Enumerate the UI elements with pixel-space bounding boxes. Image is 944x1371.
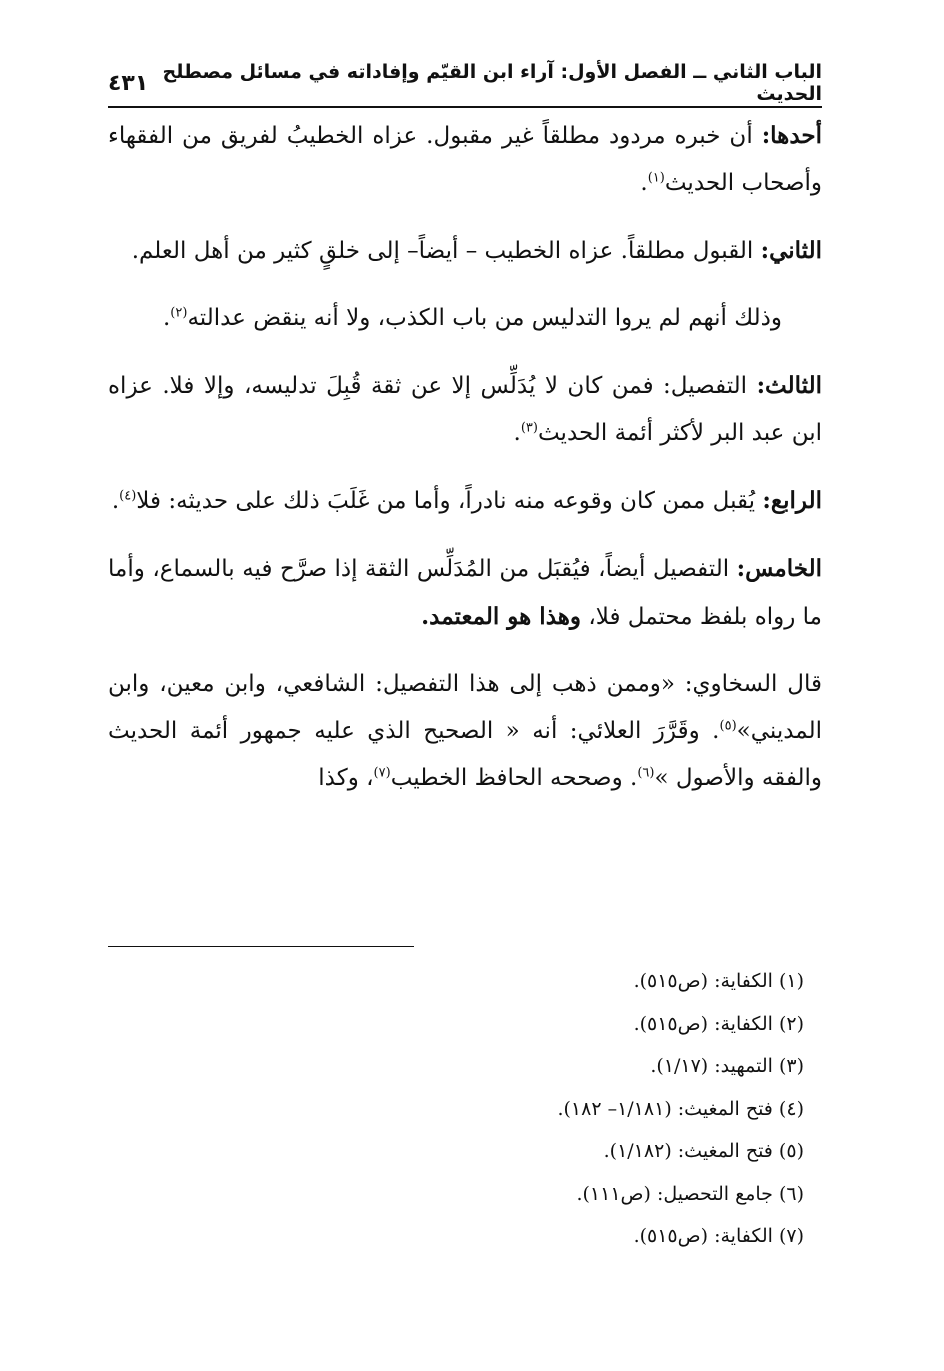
running-title: الباب الثاني ــ الفصل الأول: آراء ابن القيّم وإفاداته في مسائل مصطلح الحديث: [162, 61, 822, 105]
footnote-ref: (٤): [119, 488, 137, 504]
opinion-label: أحدها:: [761, 122, 822, 149]
main-text: [108, 112, 822, 820]
footnote-item: (٦) جامع التحصيل: (ص١١١).: [576, 1182, 804, 1205]
paragraph-text: التفصيل أيضاً، فيُقبَل من المُدَلِّس الثقة إذا صرَّح فيه بالسماع، وأما ما رواه بلفظ محتمل فلا،: [108, 556, 822, 630]
opinion-label: الرابع:: [762, 487, 822, 514]
paragraph-sakhawi-quote: [108, 661, 822, 802]
quote-part-3: . وصححه الحافظ الخطيب: [390, 765, 638, 791]
opinion-label: الثالث:: [756, 372, 822, 399]
footnote-ref: (٥): [719, 718, 737, 734]
footnotes: [108, 960, 822, 1258]
header-rule: [108, 106, 822, 108]
footnote-item: (٧) الكفاية: (ص٥١٥).: [633, 1225, 804, 1247]
quote-part-2: . وقَرَّرَ العلائي: أنه « الصحيح الذي عليه جمهور أئمة الحديث والفقه والأصول »: [108, 718, 822, 791]
footnote-ref: (٣): [520, 420, 538, 436]
footnote-item: (٤) فتح المغيث: (١/١٨١– ١٨٢).: [557, 1097, 804, 1120]
paragraph-text: القبول مطلقاً. عزاه الخطيب – أيضاً– إلى خلقٍ كثير من أهل العلم.: [131, 238, 761, 264]
footnote-item: (٥) فتح المغيث: (١/١٨٢).: [603, 1140, 804, 1162]
footnote-item: (٣) التمهيد: (١/١٧).: [650, 1055, 804, 1077]
footnote-ref: (١): [647, 170, 665, 186]
footnote-separator: [108, 946, 414, 947]
opinion-label: الثاني:: [760, 237, 822, 264]
footnote-ref: (٢): [170, 305, 188, 321]
paragraph-third-opinion: [108, 362, 822, 457]
paragraph-tail: .: [640, 170, 648, 196]
opinion-label: الخامس:: [736, 555, 822, 582]
paragraph-text: أن خبره مردود مطلقاً غير مقبول. عزاه الخطيبُ لفريق من الفقهاء وأصحاب الحديث: [108, 123, 822, 196]
quote-part-4: ، وكذا: [318, 765, 374, 791]
paragraph-first-opinion: [108, 112, 822, 207]
paragraph-tail: .: [111, 488, 120, 514]
paragraph-text: يُقبل ممن كان وقوعه منه نادراً، وأما من غَلَبَ ذلك على حديثه: فلا: [136, 488, 763, 514]
footnote-item: (١) الكفاية: (ص٥١٥).: [633, 970, 804, 992]
paragraph-fifth-opinion: [108, 545, 822, 641]
quote-part-1: قال السخاوي: «وممن ذهب إلى هذا التفصيل: الشافعي، وابن معين، وابن المديني»: [108, 671, 822, 744]
page-number: ٤٣١: [108, 70, 149, 96]
paragraph-text: التفصيل: فمن كان لا يُدَلِّس إلا عن ثقة قُبِلَ تدليسه، وإلا فلا. عزاه ابن عبد البر لأكثر أئمة الحديث: [108, 373, 822, 446]
paragraph-second-opinion: [108, 227, 822, 275]
paragraph-fourth-opinion: [108, 477, 822, 525]
paragraph-text: وذلك أنهم لم يروا التدليس من باب الكذب، ولا أنه ينقض عدالته: [187, 305, 782, 331]
running-header: [108, 61, 822, 105]
footnote-item: (٢) الكفاية: (ص٥١٥).: [633, 1012, 804, 1035]
paragraph-explanation: [108, 295, 822, 342]
relied-upon-statement: وهذا هو المعتمد.: [421, 603, 582, 630]
paragraph-tail: .: [513, 420, 521, 446]
footnote-ref: (٦): [637, 765, 655, 781]
footnote-ref: (٧): [373, 765, 391, 781]
paragraph-tail: .: [162, 305, 171, 331]
